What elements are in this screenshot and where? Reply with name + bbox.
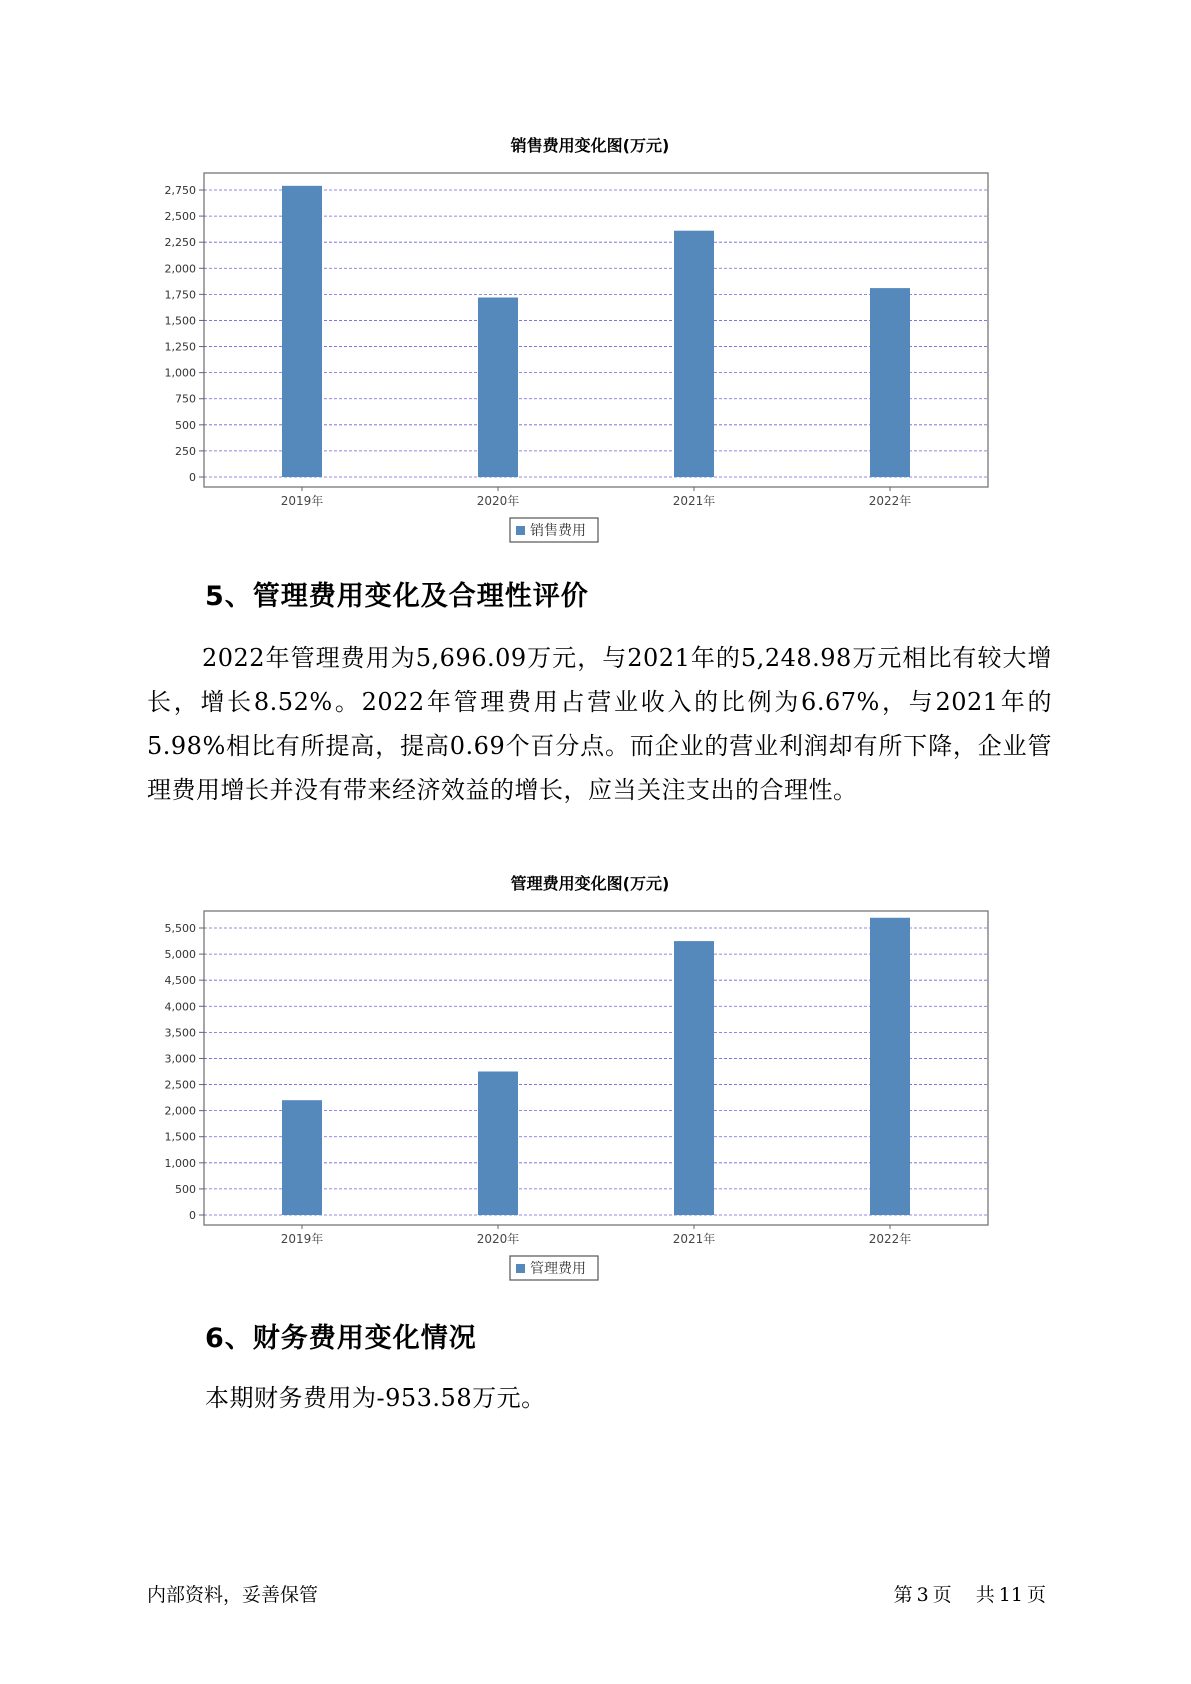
x-tick-label: 2021年 xyxy=(672,494,716,508)
page-mid: 页 xyxy=(932,1584,952,1606)
admin-expense-chart xyxy=(150,868,1030,1288)
y-tick-label: 750 xyxy=(175,392,196,406)
legend-label: 管理费用 xyxy=(530,1261,586,1277)
y-tick-label: 0 xyxy=(189,471,196,484)
page-prefix: 第 xyxy=(893,1584,913,1606)
footer-confidential-note: 内部资料，妥善保管 xyxy=(147,1584,319,1606)
chart-title: 管理费用变化图(万元) xyxy=(510,874,670,893)
x-tick-label: 2021年 xyxy=(672,1232,716,1246)
x-tick-label: 2022年 xyxy=(868,494,912,508)
y-tick-label: 2,750 xyxy=(164,184,196,197)
section-5-paragraph: 2022年管理费用为5,696.09万元，与2021年的5,248.98万元相比有较大增长，增长8.52%。2022年管理费用占营业收入的比例为6.67%，与2021年的5.98%相比有所提高，提高0.69个百分点。而企业的营业利润却有所下降，企业管理费用增长并没有带来经济效益的增长，应当关注支出的合理性。 xyxy=(147,644,1052,804)
sales-expense-chart xyxy=(150,130,1030,550)
bar xyxy=(282,1100,322,1215)
y-tick-label: 500 xyxy=(175,418,196,432)
y-tick-label: 5,000 xyxy=(164,948,196,962)
x-tick-label: 2019年 xyxy=(280,1232,324,1246)
y-tick-label: 4,000 xyxy=(164,1000,196,1014)
chart-title: 销售费用变化图(万元) xyxy=(510,136,670,155)
y-tick-label: 1,750 xyxy=(164,288,196,302)
bar xyxy=(478,1072,518,1216)
page-total-prefix: 共 xyxy=(975,1584,995,1606)
section-6-paragraph: 本期财务费用为-953.58万元。 xyxy=(205,1384,546,1412)
y-tick-label: 5,500 xyxy=(164,922,196,935)
y-tick-label: 0 xyxy=(189,1209,196,1222)
bar xyxy=(282,186,322,477)
y-tick-label: 1,000 xyxy=(164,366,196,380)
y-tick-label: 1,500 xyxy=(164,314,196,328)
x-tick-label: 2020年 xyxy=(476,494,520,508)
section-6-heading: 6、财务费用变化情况 xyxy=(205,1323,477,1354)
y-tick-label: 2,500 xyxy=(164,1078,196,1092)
y-tick-label: 2,250 xyxy=(164,236,196,250)
x-tick-label: 2022年 xyxy=(868,1232,912,1246)
legend-swatch xyxy=(516,526,525,535)
y-tick-label: 1,000 xyxy=(164,1156,196,1170)
bar xyxy=(674,941,714,1215)
y-tick-label: 1,250 xyxy=(164,340,196,354)
legend-label: 销售费用 xyxy=(530,523,586,539)
sales-expense-bar-chart xyxy=(150,130,1030,550)
y-tick-label: 2,500 xyxy=(164,210,196,224)
bar xyxy=(478,297,518,477)
bar xyxy=(674,231,714,477)
x-tick-label: 2020年 xyxy=(476,1232,520,1246)
footer-page-number xyxy=(892,1580,1048,1607)
admin-expense-bar-chart xyxy=(150,868,1030,1288)
y-tick-label: 500 xyxy=(175,1182,196,1196)
page-total: 11 xyxy=(998,1584,1023,1606)
bar xyxy=(870,288,910,477)
y-tick-label: 2,000 xyxy=(164,1104,196,1118)
page-current: 3 xyxy=(916,1584,929,1606)
y-tick-label: 1,500 xyxy=(164,1130,196,1144)
legend-swatch xyxy=(516,1264,525,1273)
y-tick-label: 2,000 xyxy=(164,262,196,276)
y-tick-label: 4,500 xyxy=(164,974,196,988)
y-tick-label: 3,500 xyxy=(164,1026,196,1040)
y-tick-label: 3,000 xyxy=(164,1052,196,1066)
bar xyxy=(870,918,910,1215)
y-tick-label: 250 xyxy=(175,444,196,458)
section-5-heading: 5、管理费用变化及合理性评价 xyxy=(205,581,589,612)
page-suffix: 页 xyxy=(1026,1584,1046,1606)
x-tick-label: 2019年 xyxy=(280,494,324,508)
